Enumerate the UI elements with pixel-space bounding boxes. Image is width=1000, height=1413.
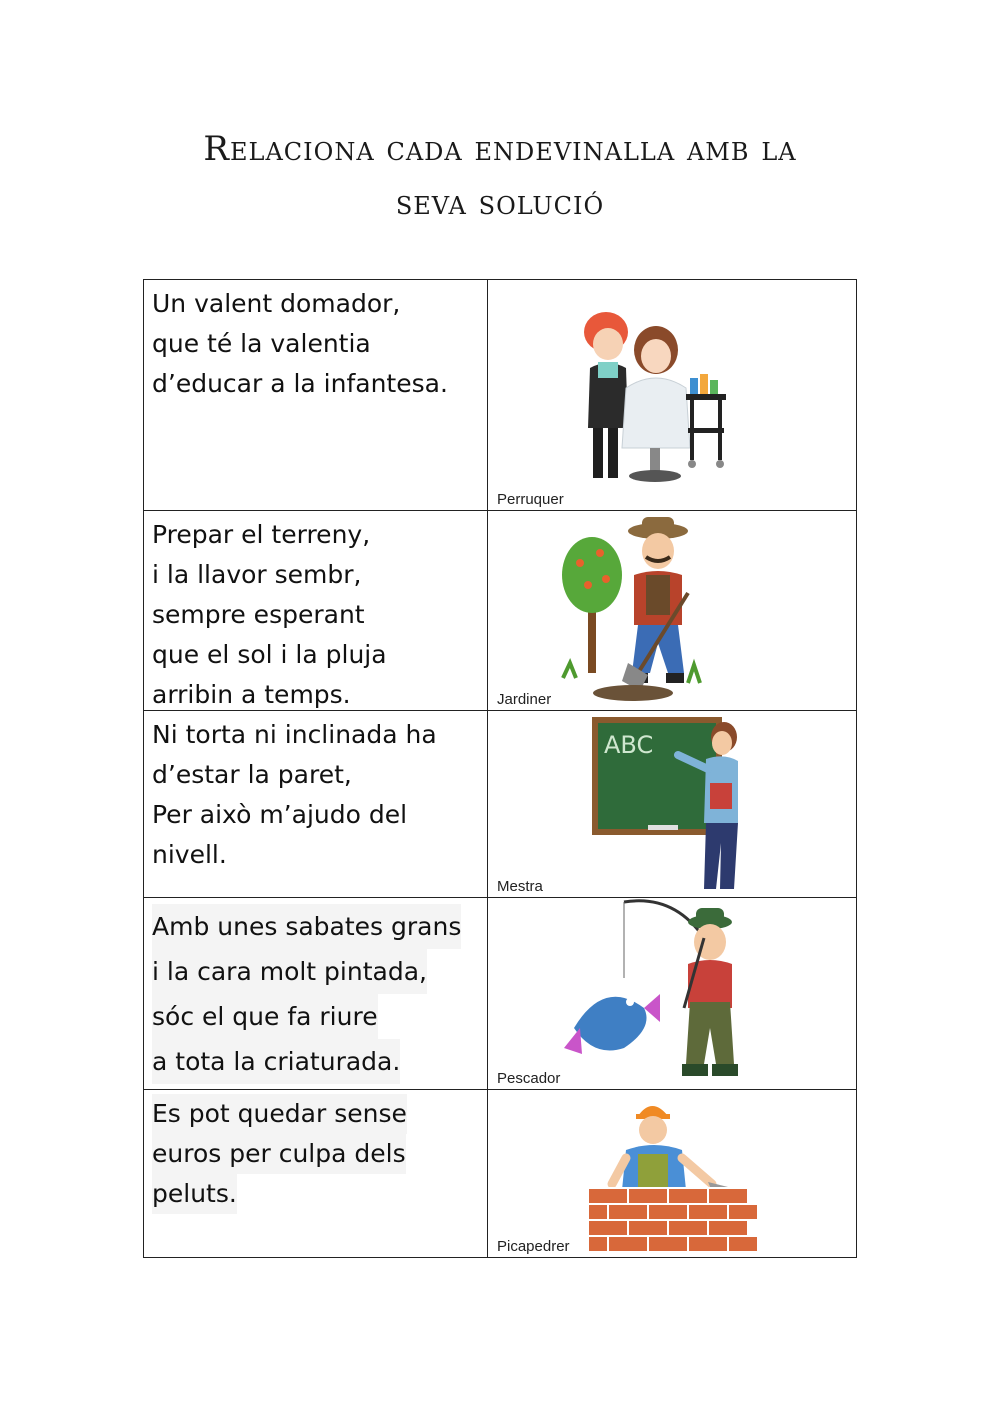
riddle-cell	[144, 511, 488, 710]
riddle-line: euros per culpa dels	[152, 1134, 406, 1174]
riddle-cell	[144, 1090, 488, 1257]
riddle-cell	[144, 711, 488, 897]
riddle-line: Ni torta ni inclinada ha	[152, 720, 437, 749]
riddle-line: Un valent domador,	[152, 289, 401, 318]
worksheet-title	[100, 122, 900, 230]
riddle-line: i la llavor sembr,	[152, 560, 362, 589]
riddle-line: d’educar a la infantesa.	[152, 369, 448, 398]
solution-cell	[488, 511, 856, 710]
solution-cell	[488, 898, 856, 1089]
riddle-line: nivell.	[152, 840, 227, 869]
solution-label: Mestra	[497, 878, 547, 895]
riddle-line: que el sol i la pluja	[152, 640, 387, 669]
solution-label: Jardiner	[497, 691, 555, 708]
fisherman-illustration-icon	[564, 898, 754, 1088]
riddle-line: arribin a temps.	[152, 680, 351, 709]
table-row	[144, 898, 856, 1090]
riddle-line: Per això m’ajudo del	[152, 800, 408, 829]
bricklayer-illustration-icon	[582, 1098, 762, 1254]
solution-label: Picapedrer	[497, 1238, 574, 1255]
solution-label: Perruquer	[497, 491, 568, 508]
table-row	[144, 711, 856, 898]
solution-label: Pescador	[497, 1070, 564, 1087]
riddle-line: Es pot quedar sense	[152, 1094, 407, 1134]
table-row	[144, 511, 856, 711]
solution-cell	[488, 711, 856, 897]
riddle-line: i la cara molt pintada,	[152, 949, 427, 994]
riddle-line: sempre esperant	[152, 600, 365, 629]
riddle-line: Amb unes sabates grans	[152, 904, 461, 949]
riddle-line: d’estar la paret,	[152, 760, 352, 789]
table-row	[144, 280, 856, 511]
riddle-line: Prepar el terreny,	[152, 520, 371, 549]
riddle-line: a tota la criaturada.	[152, 1039, 400, 1084]
table-row	[144, 1090, 856, 1257]
board-text: ABC	[604, 731, 654, 759]
title-line-2: seva solució	[395, 183, 605, 223]
title-line-1: Relaciona cada endevinalla amb la	[203, 129, 797, 169]
gardener-illustration-icon	[558, 513, 708, 703]
riddle-table	[143, 279, 857, 1258]
riddle-cell	[144, 898, 488, 1089]
riddle-line: que té la valentia	[152, 329, 371, 358]
hairdresser-illustration-icon	[568, 308, 738, 498]
riddle-line: sóc el que fa riure	[152, 994, 378, 1039]
riddle-line: peluts.	[152, 1174, 237, 1214]
riddle-cell	[144, 280, 488, 510]
teacher-illustration-icon	[588, 713, 758, 893]
solution-cell	[488, 1090, 856, 1257]
solution-cell	[488, 280, 856, 510]
